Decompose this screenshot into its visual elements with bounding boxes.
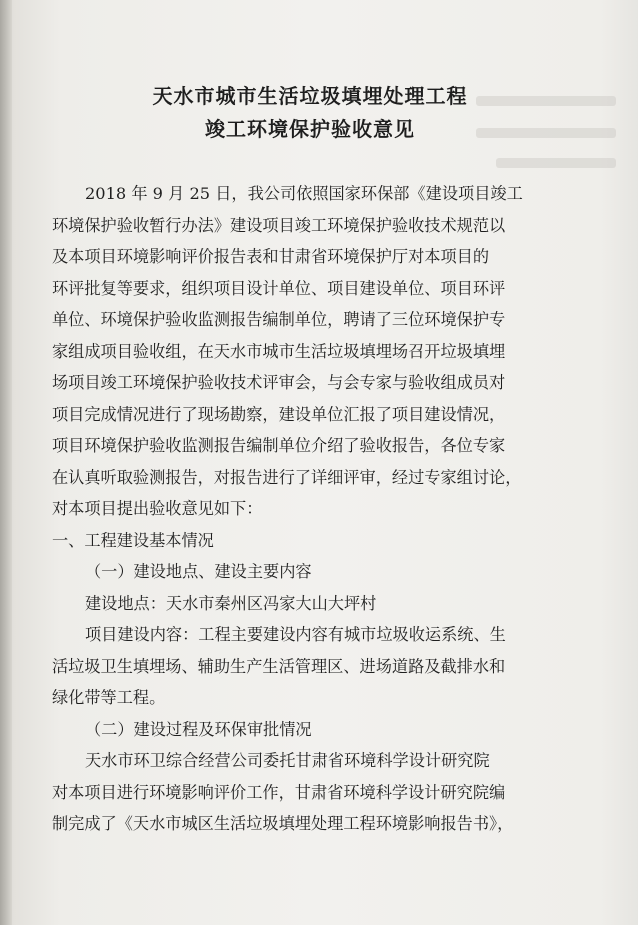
body-line: 项目环境保护验收监测报告编制单位介绍了验收报告，各位专家 <box>52 436 506 455</box>
body-line: 制完成了《天水市城区生活垃圾填埋处理工程环境影响报告书》， <box>52 814 514 833</box>
body-line: 项目完成情况进行了现场勘察，建设单位汇报了项目建设情况， <box>52 404 506 424</box>
body-line: 绿化带等工程。 <box>52 688 166 707</box>
subsection-heading: （二）建设过程及环保审批情况 <box>85 719 312 739</box>
document-title-line-2: 竣工环境保护验收意见 <box>205 117 415 141</box>
body-line: 2018 年 9 月 25 日，我公司依照国家环保部《建设项目竣工 <box>85 184 523 203</box>
body-line: 场项目竣工环境保护验收技术评审会，与会专家与验收组成员对 <box>52 373 506 392</box>
subsection-heading: （一）建设地点、建设主要内容 <box>85 562 312 581</box>
body-line: 家组成项目验收组，在天水市城市生活垃圾填埋场召开垃圾填埋 <box>52 341 506 361</box>
body-line: 项目建设内容：工程主要建设内容有城市垃圾收运系统、生 <box>85 625 506 644</box>
document-body <box>52 178 607 840</box>
body-line: 天水市环卫综合经营公司委托甘肃省环境科学设计研究院 <box>85 751 490 770</box>
document-title-line-1: 天水市城市生活垃圾填埋处理工程 <box>152 84 468 108</box>
body-line: 对本项目进行环境影响评价工作，甘肃省环境科学设计研究院编 <box>52 782 506 802</box>
bleed-through-mark <box>496 158 616 168</box>
body-line: 环评批复等要求，组织项目设计单位、项目建设单位、项目环评 <box>52 278 506 298</box>
body-line: 及本项目环境影响评价报告表和甘肃省环境保护厅对本项目的 <box>52 247 490 266</box>
body-line: 环境保护验收暂行办法》建设项目竣工环境保护验收技术规范以 <box>52 215 506 235</box>
body-line: 在认真听取验测报告，对报告进行了详细评审，经过专家组讨论， <box>52 467 522 487</box>
body-line: 建设地点：天水市秦州区冯家大山大坪村 <box>85 593 377 613</box>
body-line: 单位、环境保护验收监测报告编制单位，聘请了三位环境保护专 <box>52 310 506 329</box>
body-line: 活垃圾卫生填埋场、辅助生产生活管理区、进场道路及截排水和 <box>52 656 506 676</box>
section-heading: 一、工程建设基本情况 <box>52 530 214 550</box>
body-line: 对本项目提出验收意见如下： <box>52 499 263 518</box>
